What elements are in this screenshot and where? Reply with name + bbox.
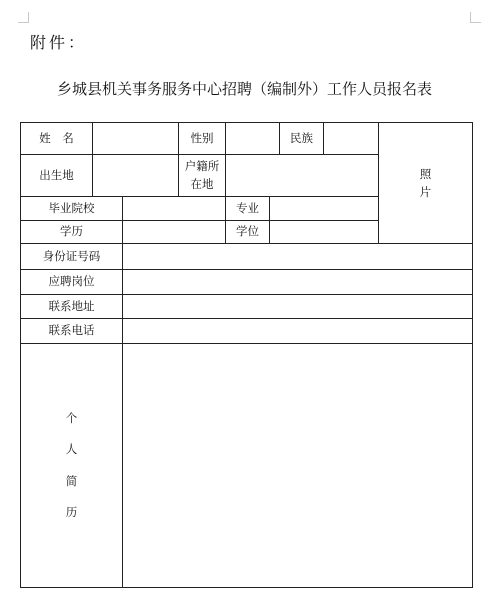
ethnicity-label: 民族	[290, 130, 313, 145]
phone-label: 联系电话	[48, 323, 95, 338]
hukou-value-cell[interactable]	[226, 155, 378, 196]
education-label: 学历	[60, 224, 83, 239]
birthplace-value-cell[interactable]	[93, 155, 178, 196]
photo-label	[379, 123, 472, 243]
resume-value-cell[interactable]	[123, 344, 472, 587]
id-number-value-cell[interactable]	[123, 244, 472, 269]
gender-label: 性别	[190, 130, 214, 145]
position-value-cell[interactable]	[123, 270, 472, 294]
ethnicity-value-cell[interactable]	[324, 123, 378, 154]
name-label: 姓 名	[39, 130, 74, 145]
resume-char-3: 简	[65, 473, 78, 488]
photo-label-line2: 片	[419, 185, 432, 199]
birthplace-label: 出生地	[39, 167, 74, 182]
position-label: 应聘岗位	[48, 274, 95, 289]
page-corner-mark-left	[18, 12, 29, 23]
address-value-cell[interactable]	[123, 295, 472, 318]
attachment-label: 附件：	[30, 33, 88, 52]
resume-label	[21, 344, 122, 587]
page-corner-mark-right	[470, 12, 481, 23]
education-value-cell[interactable]	[123, 221, 225, 243]
address-label: 联系地址	[48, 298, 95, 313]
gender-value-cell[interactable]	[226, 123, 279, 154]
resume-char-1: 个	[65, 411, 78, 425]
school-label: 毕业院校	[48, 200, 95, 215]
name-value-cell[interactable]	[93, 123, 178, 154]
school-value-cell[interactable]	[123, 197, 225, 220]
hukou-label-line1: 户籍所	[184, 159, 220, 174]
degree-value-cell[interactable]	[270, 221, 378, 243]
phone-value-cell[interactable]	[123, 319, 472, 343]
degree-label: 学位	[236, 224, 259, 239]
id-number-label: 身份证号码	[42, 248, 101, 263]
resume-char-2: 人	[65, 442, 78, 457]
document-title: 乡城县机关事务服务中心招聘（编制外）工作人员报名表	[56, 80, 432, 98]
hukou-label	[179, 155, 225, 196]
major-label: 专业	[236, 200, 259, 215]
resume-char-4: 历	[65, 504, 78, 519]
registration-form-table	[20, 122, 473, 588]
photo-label-line1: 照	[419, 166, 432, 181]
hukou-label-line2: 在地	[190, 176, 214, 191]
major-value-cell[interactable]	[270, 197, 378, 220]
